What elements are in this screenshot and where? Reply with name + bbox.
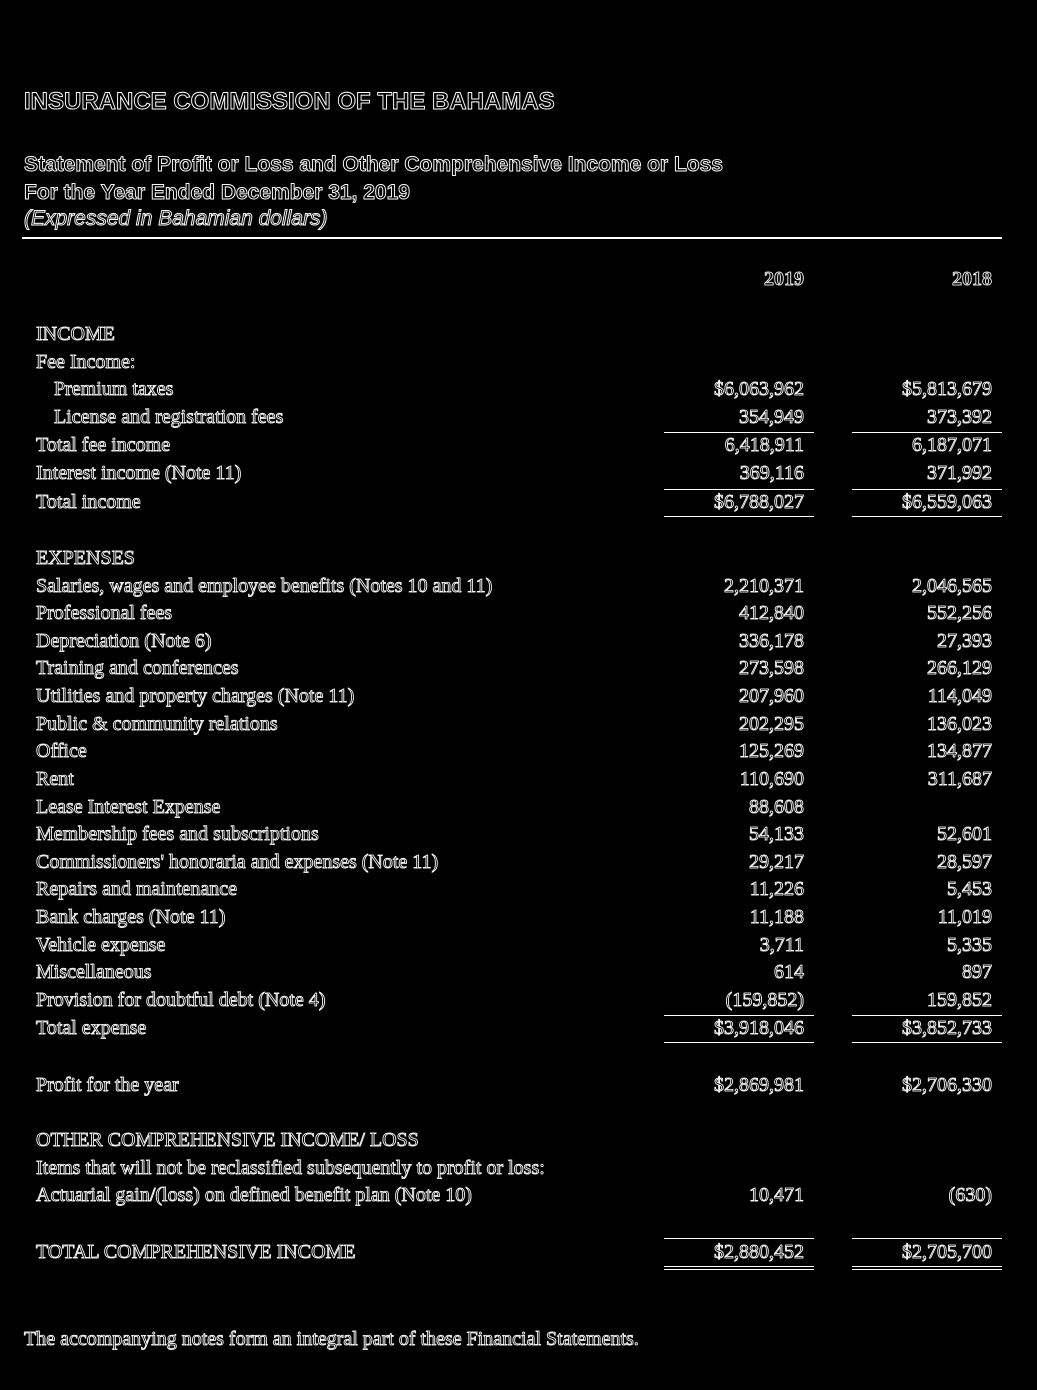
total-comprehensive-2018: $2,705,700 bbox=[902, 1241, 992, 1263]
column-header-2019: 2019 bbox=[764, 268, 804, 290]
expense-2019: 614 bbox=[774, 961, 804, 983]
expense-2019: 29,217 bbox=[749, 851, 804, 873]
profit-2018: $2,706,330 bbox=[902, 1074, 992, 1096]
expense-2018: 114,049 bbox=[927, 685, 992, 707]
actuarial-2019: 10,471 bbox=[749, 1184, 804, 1206]
statement-title: Statement of Profit or Loss and Other Comprehensive Income or Loss bbox=[24, 153, 723, 176]
expense-label: Salaries, wages and employee benefits (Notes 10 and 11) bbox=[36, 575, 493, 597]
expense-label: Provision for doubtful debt (Note 4) bbox=[36, 989, 326, 1011]
interest-income-2018: 371,992 bbox=[927, 462, 992, 484]
expense-label: Bank charges (Note 11) bbox=[36, 906, 226, 928]
expense-2018: 552,256 bbox=[927, 602, 992, 624]
expense-2019: 11,188 bbox=[749, 906, 804, 928]
column-header-2018: 2018 bbox=[952, 268, 992, 290]
expense-2019: 110,690 bbox=[739, 768, 804, 790]
expense-2019: 412,840 bbox=[739, 602, 804, 624]
expense-2018: 5,453 bbox=[947, 878, 992, 900]
header-divider bbox=[22, 237, 1002, 239]
license-fees-label: License and registration fees bbox=[54, 406, 284, 428]
expense-2019: 11,226 bbox=[749, 878, 804, 900]
actuarial-2018: (630) bbox=[948, 1184, 992, 1206]
total-underline bbox=[852, 516, 1002, 517]
premium-taxes-2019: $6,063,962 bbox=[714, 378, 804, 400]
grand-total-topline bbox=[664, 1238, 814, 1239]
expense-label: Depreciation (Note 6) bbox=[36, 630, 212, 652]
currency-note: (Expressed in Bahamian dollars) bbox=[24, 207, 328, 230]
income-heading: INCOME bbox=[36, 323, 115, 345]
expense-label: Utilities and property charges (Note 11) bbox=[36, 685, 355, 707]
expense-label: Lease Interest Expense bbox=[36, 796, 221, 818]
subtotal-rule bbox=[852, 432, 1002, 433]
expense-2018: 27,393 bbox=[937, 630, 992, 652]
expense-2018: 11,019 bbox=[937, 906, 992, 928]
subtotal-rule bbox=[852, 489, 1002, 490]
total-comprehensive-label: TOTAL COMPREHENSIVE INCOME bbox=[36, 1241, 356, 1263]
expense-label: Commissioners' honoraria and expenses (Note 11) bbox=[36, 851, 439, 873]
license-fees-2019: 354,949 bbox=[739, 406, 804, 428]
footer-note: The accompanying notes form an integral part of these Financial Statements. bbox=[24, 1328, 639, 1350]
expenses-heading: EXPENSES bbox=[36, 547, 135, 569]
expense-2018: 897 bbox=[962, 961, 992, 983]
expense-label: Training and conferences bbox=[36, 657, 239, 679]
total-income-2019: $6,788,027 bbox=[714, 491, 804, 513]
expense-2019: 125,269 bbox=[739, 740, 804, 762]
expense-2019: 54,133 bbox=[749, 823, 804, 845]
oci-heading: OTHER COMPREHENSIVE INCOME/ LOSS bbox=[36, 1129, 419, 1151]
expense-2018: 52,601 bbox=[937, 823, 992, 845]
expense-label: Professional fees bbox=[36, 602, 173, 624]
expense-label: Rent bbox=[36, 768, 74, 790]
expense-2018: 28,597 bbox=[937, 851, 992, 873]
actuarial-label: Actuarial gain/(loss) on defined benefit plan (Note 10) bbox=[36, 1184, 472, 1206]
expense-2018: 311,687 bbox=[927, 768, 992, 790]
total-comprehensive-2019: $2,880,452 bbox=[714, 1241, 804, 1263]
oci-subheading: Items that will not be reclassified subsequently to profit or loss: bbox=[36, 1157, 545, 1179]
total-fee-income-label: Total fee income bbox=[36, 434, 171, 456]
expense-2018: 134,877 bbox=[927, 740, 992, 762]
expense-2018: 2,046,565 bbox=[912, 575, 992, 597]
expense-label: Office bbox=[36, 740, 87, 762]
subtotal-rule bbox=[664, 489, 814, 490]
total-underline bbox=[664, 516, 814, 517]
premium-taxes-2018: $5,813,679 bbox=[902, 378, 992, 400]
expense-2018: 136,023 bbox=[927, 713, 992, 735]
premium-taxes-label: Premium taxes bbox=[54, 378, 174, 400]
expense-2019: 88,608 bbox=[749, 796, 804, 818]
total-income-2018: $6,559,063 bbox=[902, 491, 992, 513]
total-expense-label: Total expense bbox=[36, 1017, 147, 1039]
total-underline bbox=[664, 1042, 814, 1043]
fee-income-heading: Fee Income: bbox=[36, 351, 136, 373]
expense-2019: 336,178 bbox=[739, 630, 804, 652]
double-underline bbox=[852, 1269, 1002, 1270]
total-expense-2018: $3,852,733 bbox=[902, 1017, 992, 1039]
profit-2019: $2,869,981 bbox=[714, 1074, 804, 1096]
expense-label: Public & community relations bbox=[36, 713, 278, 735]
double-underline bbox=[664, 1269, 814, 1270]
total-income-label: Total income bbox=[36, 491, 141, 513]
interest-income-2019: 369,116 bbox=[739, 462, 804, 484]
subtotal-rule bbox=[664, 432, 814, 433]
subtotal-rule bbox=[664, 1015, 814, 1016]
expense-2018: 266,129 bbox=[927, 657, 992, 679]
expense-2019: 3,711 bbox=[759, 934, 804, 956]
subtotal-rule bbox=[852, 1015, 1002, 1016]
expense-2019: 273,598 bbox=[739, 657, 804, 679]
total-fee-income-2019: 6,418,911 bbox=[724, 434, 804, 456]
total-expense-2019: $3,918,046 bbox=[714, 1017, 804, 1039]
expense-2018: 5,335 bbox=[947, 934, 992, 956]
expense-label: Membership fees and subscriptions bbox=[36, 823, 319, 845]
expense-2019: 2,210,371 bbox=[724, 575, 804, 597]
license-fees-2018: 373,392 bbox=[927, 406, 992, 428]
double-underline bbox=[664, 1266, 814, 1267]
expense-2018: 159,852 bbox=[927, 989, 992, 1011]
expense-2019: 207,960 bbox=[739, 685, 804, 707]
statement-period: For the Year Ended December 31, 2019 bbox=[24, 181, 410, 204]
expense-label: Miscellaneous bbox=[36, 961, 152, 983]
total-fee-income-2018: 6,187,071 bbox=[912, 434, 992, 456]
double-underline bbox=[852, 1266, 1002, 1267]
interest-income-label: Interest income (Note 11) bbox=[36, 462, 242, 484]
expense-2019: (159,852) bbox=[725, 989, 804, 1011]
grand-total-topline bbox=[852, 1238, 1002, 1239]
profit-label: Profit for the year bbox=[36, 1074, 179, 1096]
expense-label: Repairs and maintenance bbox=[36, 878, 238, 900]
expense-2019: 202,295 bbox=[739, 713, 804, 735]
expense-label: Vehicle expense bbox=[36, 934, 166, 956]
total-underline bbox=[852, 1042, 1002, 1043]
organization-title: INSURANCE COMMISSION OF THE BAHAMAS bbox=[24, 88, 555, 115]
